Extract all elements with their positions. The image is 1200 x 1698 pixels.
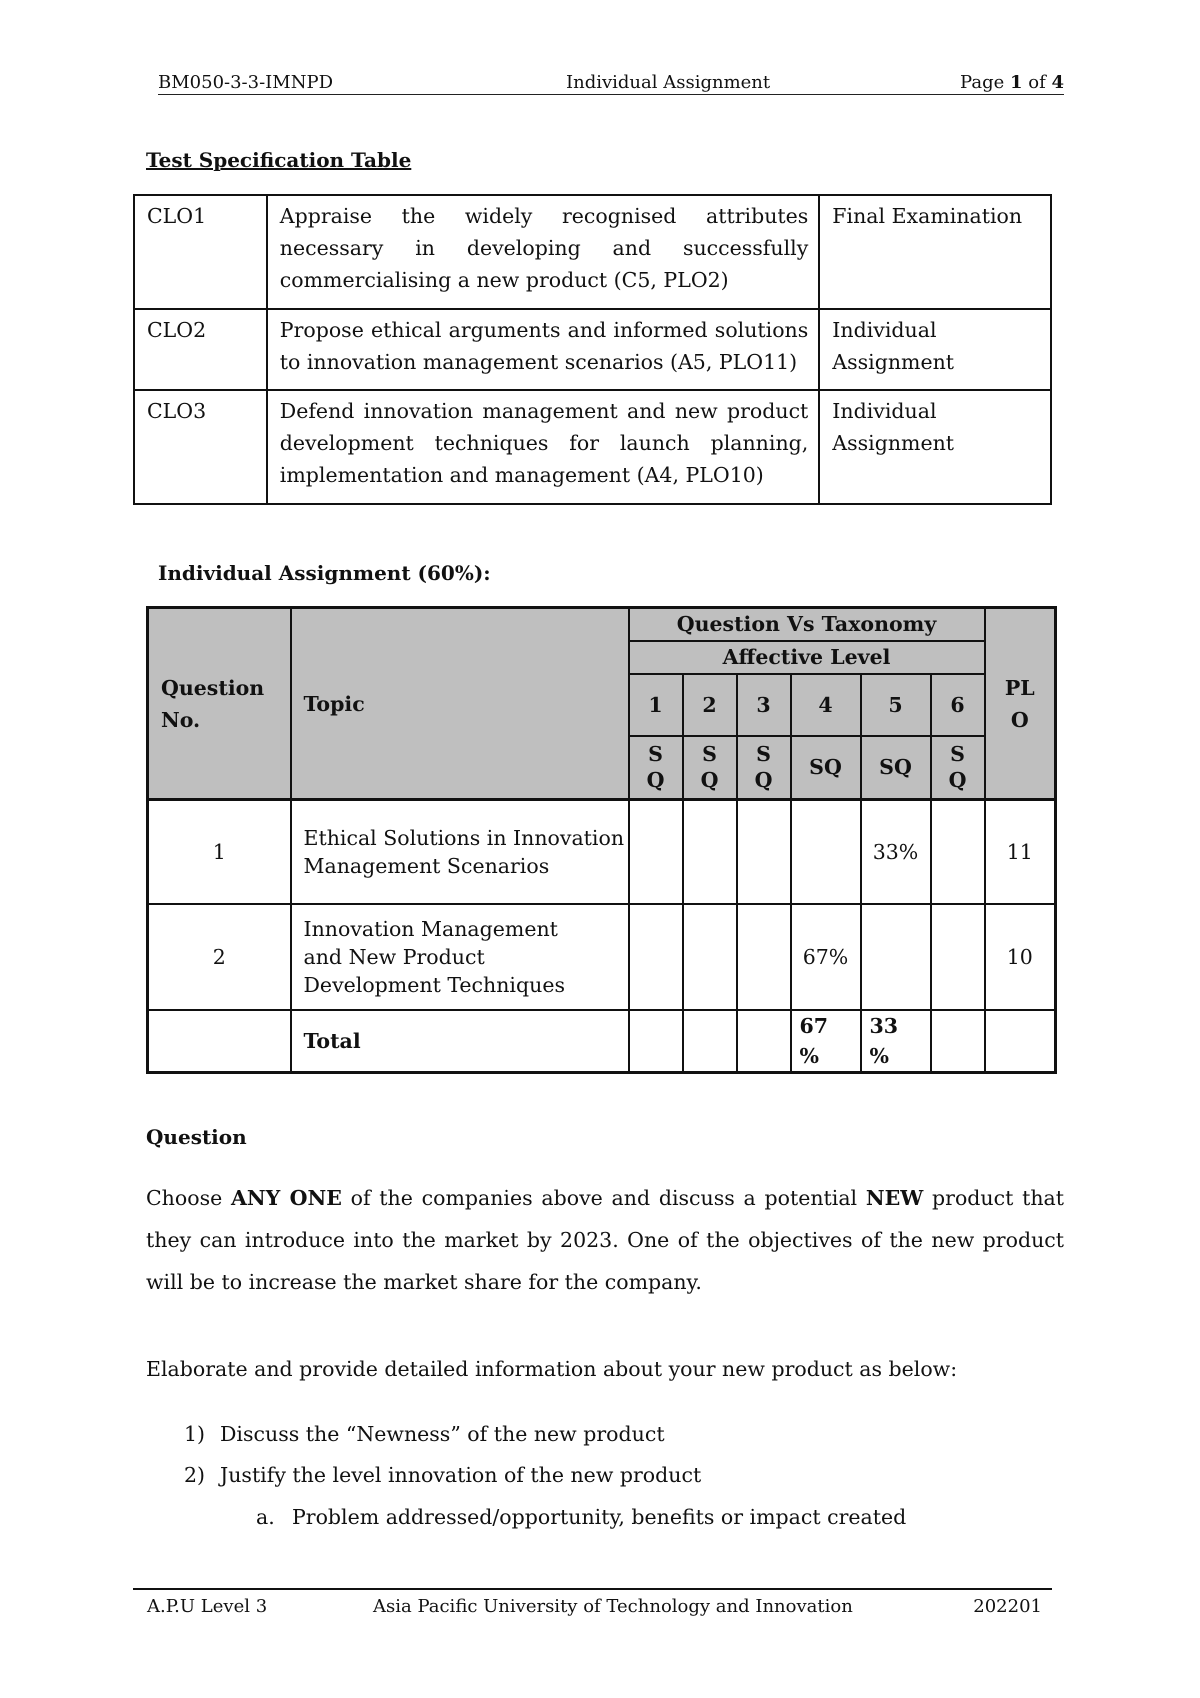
plo-header: PL O bbox=[985, 608, 1056, 800]
module-code: BM050-3-3-IMNPD bbox=[158, 72, 333, 93]
header-title: Individual Assignment bbox=[566, 72, 771, 93]
clo-description: Appraise the widely recognised attributes necessary in developing and successfully commercialising a new product (C5, PLO2) bbox=[267, 195, 820, 309]
plo-value: 11 bbox=[985, 800, 1056, 904]
assessment-cell: Individual Assignment bbox=[819, 390, 1051, 504]
level-3-header: 3 bbox=[737, 674, 791, 736]
page-header bbox=[158, 72, 1064, 95]
level-4-value: 67% bbox=[791, 904, 861, 1010]
question-number: 2 bbox=[148, 904, 291, 1010]
table-row bbox=[148, 800, 1056, 904]
question-number: 1 bbox=[148, 800, 291, 904]
table-row bbox=[134, 195, 1051, 309]
page-indicator: Page 1 of 4 bbox=[960, 72, 1064, 93]
clo-cell: CLO3 bbox=[134, 390, 267, 504]
footer-level: A.P.U Level 3 bbox=[147, 1596, 268, 1617]
affective-level-header: Affective Level bbox=[629, 641, 985, 674]
topic-cell: Innovation Management and New Product Development Techniques bbox=[291, 904, 629, 1010]
level-2-header: 2 bbox=[683, 674, 737, 736]
instruction-paragraph: Elaborate and provide detailed information about your new product as below: bbox=[146, 1357, 958, 1381]
type-6-header: S Q bbox=[931, 736, 985, 800]
table-row bbox=[148, 904, 1056, 1010]
question-title: Question bbox=[146, 1125, 247, 1149]
assignment-taxonomy-table bbox=[146, 606, 1057, 1074]
spec-table-title: Test Specification Table bbox=[146, 148, 412, 172]
question-no-header: Question No. bbox=[148, 608, 291, 800]
assignment-table-title: Individual Assignment (60%): bbox=[158, 561, 491, 585]
type-2-header: S Q bbox=[683, 736, 737, 800]
type-5-header: SQ bbox=[861, 736, 931, 800]
footer-university: Asia Pacific University of Technology and Innovation bbox=[373, 1596, 853, 1617]
assessment-cell: Individual Assignment bbox=[819, 309, 1051, 390]
assessment-cell: Final Examination bbox=[819, 195, 1051, 309]
total-label: Total bbox=[291, 1010, 629, 1073]
question-paragraph: Choose ANY ONE of the companies above and discuss a potential NEW product that they can introduce into the market by 2023. One of the objectives of the new product will be to increase the market share for the company. bbox=[146, 1186, 1064, 1294]
topic-header: Topic bbox=[291, 608, 629, 800]
type-4-header: SQ bbox=[791, 736, 861, 800]
footer-code: 202201 bbox=[973, 1596, 1042, 1617]
level-5-header: 5 bbox=[861, 674, 931, 736]
level-5-value: 33% bbox=[861, 800, 931, 904]
plo-value: 10 bbox=[985, 904, 1056, 1010]
clo-cell: CLO1 bbox=[134, 195, 267, 309]
list-item: 2) Justify the level innovation of the new product bbox=[184, 1463, 702, 1487]
type-1-header: S Q bbox=[629, 736, 683, 800]
topic-cell: Ethical Solutions in Innovation Management Scenarios bbox=[291, 800, 629, 904]
type-3-header: S Q bbox=[737, 736, 791, 800]
total-level-5: 33 % bbox=[861, 1010, 931, 1073]
list-item: 1) Discuss the “Newness” of the new product bbox=[184, 1422, 665, 1446]
test-specification-table bbox=[133, 194, 1052, 505]
clo-description: Defend innovation management and new product development techniques for launch planning, implementation and management (A4, PLO10) bbox=[267, 390, 820, 504]
clo-cell: CLO2 bbox=[134, 309, 267, 390]
clo-description: Propose ethical arguments and informed solutions to innovation management scenarios (A5, PLO11) bbox=[267, 309, 820, 390]
page-footer bbox=[133, 1588, 1052, 1620]
level-1-header: 1 bbox=[629, 674, 683, 736]
taxonomy-header: Question Vs Taxonomy bbox=[629, 608, 985, 641]
list-item: a. Problem addressed/opportunity, benefits or impact created bbox=[256, 1505, 907, 1529]
table-row bbox=[134, 309, 1051, 390]
table-row bbox=[148, 1010, 1056, 1073]
table-row bbox=[134, 390, 1051, 504]
level-6-header: 6 bbox=[931, 674, 985, 736]
total-level-4: 67 % bbox=[791, 1010, 861, 1073]
level-4-header: 4 bbox=[791, 674, 861, 736]
